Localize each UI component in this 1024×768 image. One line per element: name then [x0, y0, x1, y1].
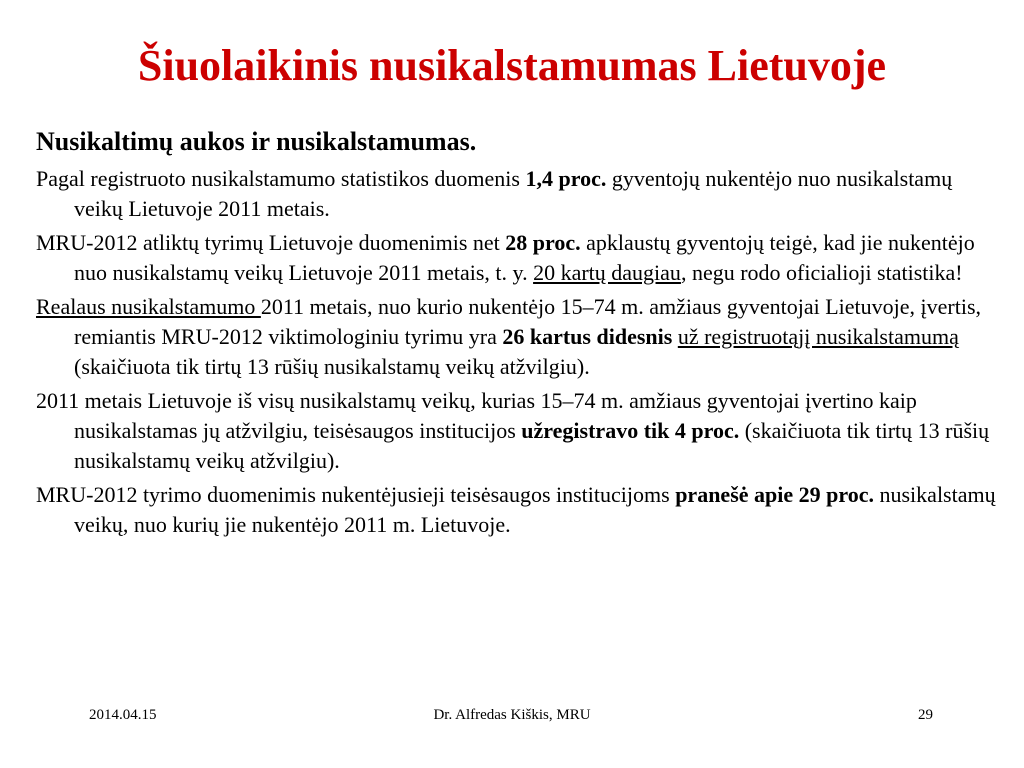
paragraph-mru-survey-victims — [36, 228, 996, 288]
text-run: užregistravo tik 4 proc. — [521, 417, 740, 443]
text-run: (skaičiuota tik tirtų 13 rūšių nusikalstamų veikų atžvilgiu). — [74, 417, 990, 473]
text-run: 26 kartus didesnis — [502, 323, 673, 349]
paragraph-real-crime-estimate — [36, 292, 996, 382]
text-run: 2011 metais Lietuvoje iš visų nusikalstamų veikų, kurias 15–74 m. amžiaus gyventojai įvertino kaip nusikalstamas jų atžvilgiu, teisėsaugos institucijos — [36, 387, 917, 443]
text-run: (skaičiuota tik tirtų 13 rūšių nusikalstamų veikų atžvilgiu). — [74, 353, 590, 379]
text-run: nusikalstamų veikų, nuo kurių jie nukentėjo 2011 m. Lietuvoje. — [74, 481, 996, 537]
text-run: Realaus nusikalstamumo — [36, 293, 261, 319]
text-run: gyventojų nukentėjo nuo nusikalstamų veikų Lietuvoje 2011 metais. — [74, 165, 953, 221]
footer-date: 2014.04.15 — [89, 707, 157, 723]
paragraph-registered-statistics — [36, 164, 996, 224]
slide-title: Šiuolaikinis nusikalstamumas Lietuvoje — [137, 41, 887, 90]
page-number: 29 — [918, 707, 933, 723]
text-run: 20 kartų daugiau — [533, 259, 681, 285]
paragraph-registered-share — [36, 386, 996, 476]
text-run: Pagal registruoto nusikalstamumo statistikos duomenis — [36, 165, 526, 191]
text-run: MRU-2012 tyrimo duomenimis nukentėjusieji teisėsaugos institucijoms — [36, 481, 676, 507]
text-run: 28 proc. — [505, 229, 581, 255]
text-run: pranešė apie 29 proc. — [675, 481, 874, 507]
footer-author: Dr. Alfredas Kiškis, MRU — [433, 707, 591, 723]
text-run: MRU-2012 atliktų tyrimų Lietuvoje duomenimis net — [36, 229, 506, 255]
text-run: už registruotąjį nusikalstamumą — [677, 323, 959, 349]
paragraph-reporting-rate — [36, 480, 996, 540]
slide-body — [36, 127, 996, 544]
text-run: , negu rodo oficialioji statistika! — [680, 259, 963, 285]
text-run: 1,4 proc. — [525, 165, 607, 191]
text-run: 2011 metais, nuo kurio nukentėjo 15–74 m. amžiaus gyventojai Lietuvoje, įvertis, remiantis MRU-2012 viktimologiniu tyrimu yra — [74, 293, 982, 349]
text-run: apklaustų gyventojų teigė, kad jie nukentėjo nuo nusikalstamų veikų Lietuvoje 2011 metais, t. y. — [74, 229, 975, 285]
subheading: Nusikaltimų aukos ir nusikalstamumas. — [36, 127, 477, 156]
